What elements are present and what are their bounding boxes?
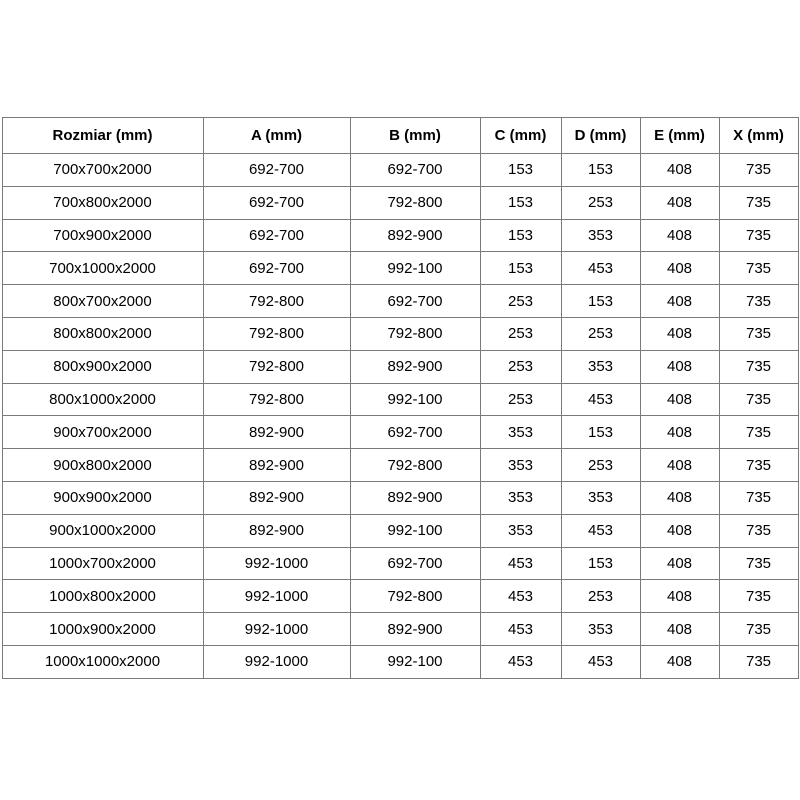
table-cell: 692-700 — [350, 416, 480, 449]
column-header-a: A (mm) — [203, 118, 350, 154]
table-cell: 153 — [561, 285, 640, 318]
table-cell: 792-800 — [203, 350, 350, 383]
table-row — [2, 383, 798, 416]
table-cell: 900x900x2000 — [2, 481, 203, 514]
table-cell: 408 — [640, 547, 719, 580]
table-cell: 792-800 — [350, 186, 480, 219]
table-cell: 892-900 — [350, 219, 480, 252]
table-cell: 153 — [561, 547, 640, 580]
table-cell: 253 — [561, 449, 640, 482]
table-cell: 408 — [640, 449, 719, 482]
table-header-row — [2, 118, 798, 154]
table-cell: 992-100 — [350, 645, 480, 678]
table-cell: 453 — [561, 645, 640, 678]
table-cell: 992-1000 — [203, 547, 350, 580]
table-cell: 735 — [719, 219, 798, 252]
table-cell: 408 — [640, 481, 719, 514]
table-row — [2, 449, 798, 482]
table-cell: 692-700 — [203, 219, 350, 252]
table-cell: 408 — [640, 645, 719, 678]
table-cell: 353 — [561, 481, 640, 514]
table-cell: 153 — [561, 154, 640, 187]
table-cell: 735 — [719, 613, 798, 646]
table-cell: 353 — [480, 481, 561, 514]
table-cell: 892-900 — [350, 350, 480, 383]
table-cell: 892-900 — [203, 416, 350, 449]
table-row — [2, 481, 798, 514]
table-cell: 735 — [719, 580, 798, 613]
table-cell: 408 — [640, 219, 719, 252]
column-header-d: D (mm) — [561, 118, 640, 154]
column-header-x: X (mm) — [719, 118, 798, 154]
table-cell: 800x1000x2000 — [2, 383, 203, 416]
table-cell: 253 — [561, 186, 640, 219]
table-cell: 900x1000x2000 — [2, 514, 203, 547]
table-cell: 453 — [561, 383, 640, 416]
table-cell: 253 — [561, 580, 640, 613]
column-header-rozmiar: Rozmiar (mm) — [2, 118, 203, 154]
table-cell: 353 — [561, 219, 640, 252]
table-row — [2, 645, 798, 678]
table-cell: 992-1000 — [203, 613, 350, 646]
table-cell: 408 — [640, 186, 719, 219]
table-cell: 735 — [719, 645, 798, 678]
table-cell: 792-800 — [203, 383, 350, 416]
column-header-e: E (mm) — [640, 118, 719, 154]
table-cell: 700x900x2000 — [2, 219, 203, 252]
table-row — [2, 547, 798, 580]
table-cell: 153 — [480, 252, 561, 285]
table-cell: 692-700 — [203, 186, 350, 219]
table-cell: 735 — [719, 350, 798, 383]
table-row — [2, 154, 798, 187]
table-cell: 408 — [640, 514, 719, 547]
table-cell: 992-100 — [350, 383, 480, 416]
table-cell: 735 — [719, 383, 798, 416]
table-cell: 992-100 — [350, 252, 480, 285]
table-row — [2, 580, 798, 613]
table-cell: 253 — [561, 317, 640, 350]
column-header-c: C (mm) — [480, 118, 561, 154]
table-row — [2, 613, 798, 646]
table-cell: 353 — [561, 613, 640, 646]
table-cell: 1000x800x2000 — [2, 580, 203, 613]
table-cell: 408 — [640, 416, 719, 449]
table-row — [2, 514, 798, 547]
table-cell: 408 — [640, 285, 719, 318]
table-cell: 735 — [719, 285, 798, 318]
table-cell: 892-900 — [350, 481, 480, 514]
table-cell: 408 — [640, 383, 719, 416]
table-cell: 900x800x2000 — [2, 449, 203, 482]
table-cell: 892-900 — [203, 514, 350, 547]
table-cell: 353 — [480, 514, 561, 547]
table-row — [2, 350, 798, 383]
table-cell: 692-700 — [350, 547, 480, 580]
table-body — [2, 154, 798, 679]
table-cell: 153 — [561, 416, 640, 449]
table-cell: 900x700x2000 — [2, 416, 203, 449]
table-cell: 353 — [561, 350, 640, 383]
table-cell: 735 — [719, 186, 798, 219]
table-cell: 408 — [640, 613, 719, 646]
table-cell: 800x900x2000 — [2, 350, 203, 383]
table-row — [2, 317, 798, 350]
size-spec-table — [2, 117, 799, 679]
table-cell: 1000x700x2000 — [2, 547, 203, 580]
table-cell: 792-800 — [350, 449, 480, 482]
table-row — [2, 285, 798, 318]
table-cell: 792-800 — [350, 580, 480, 613]
table-cell: 453 — [480, 645, 561, 678]
table-cell: 992-100 — [350, 514, 480, 547]
table-cell: 792-800 — [203, 285, 350, 318]
table-cell: 792-800 — [203, 317, 350, 350]
table-cell: 700x700x2000 — [2, 154, 203, 187]
table-cell: 735 — [719, 416, 798, 449]
table-cell: 408 — [640, 154, 719, 187]
table-cell: 692-700 — [350, 154, 480, 187]
table-cell: 735 — [719, 154, 798, 187]
table-cell: 692-700 — [203, 252, 350, 285]
table-cell: 253 — [480, 350, 561, 383]
table-cell: 992-1000 — [203, 645, 350, 678]
table-cell: 992-1000 — [203, 580, 350, 613]
table-cell: 408 — [640, 252, 719, 285]
table-row — [2, 416, 798, 449]
table-cell: 735 — [719, 514, 798, 547]
table-cell: 153 — [480, 154, 561, 187]
table-cell: 800x700x2000 — [2, 285, 203, 318]
table-row — [2, 186, 798, 219]
table-cell: 700x800x2000 — [2, 186, 203, 219]
table-cell: 892-900 — [350, 613, 480, 646]
table-row — [2, 219, 798, 252]
table-cell: 892-900 — [203, 481, 350, 514]
table-cell: 253 — [480, 285, 561, 318]
table-cell: 735 — [719, 481, 798, 514]
table-header — [2, 118, 798, 154]
table-cell: 800x800x2000 — [2, 317, 203, 350]
table-cell: 1000x1000x2000 — [2, 645, 203, 678]
table-cell: 153 — [480, 219, 561, 252]
table-cell: 453 — [561, 252, 640, 285]
table-cell: 735 — [719, 547, 798, 580]
table-cell: 700x1000x2000 — [2, 252, 203, 285]
column-header-b: B (mm) — [350, 118, 480, 154]
table-cell: 253 — [480, 383, 561, 416]
table-cell: 892-900 — [203, 449, 350, 482]
table-cell: 735 — [719, 449, 798, 482]
table-cell: 453 — [480, 580, 561, 613]
table-cell: 353 — [480, 449, 561, 482]
table-cell: 408 — [640, 317, 719, 350]
table-cell: 453 — [480, 613, 561, 646]
table-cell: 735 — [719, 317, 798, 350]
table-cell: 353 — [480, 416, 561, 449]
table-cell: 253 — [480, 317, 561, 350]
table-cell: 735 — [719, 252, 798, 285]
table-cell: 692-700 — [350, 285, 480, 318]
table-row — [2, 252, 798, 285]
table-cell: 408 — [640, 350, 719, 383]
table-cell: 453 — [561, 514, 640, 547]
table-cell: 153 — [480, 186, 561, 219]
table-cell: 792-800 — [350, 317, 480, 350]
table-cell: 1000x900x2000 — [2, 613, 203, 646]
table-cell: 692-700 — [203, 154, 350, 187]
table-cell: 408 — [640, 580, 719, 613]
table-cell: 453 — [480, 547, 561, 580]
